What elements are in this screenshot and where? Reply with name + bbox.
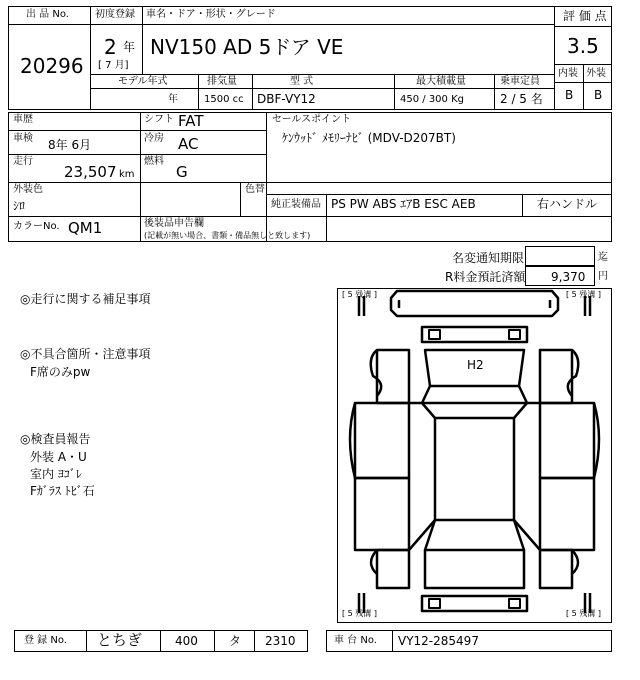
damage-mark: H2 (467, 358, 484, 372)
model-year-unit: 年 (168, 94, 178, 105)
defect-notes-label: ◎不具合箇所・注意事項 (20, 347, 151, 361)
divider (392, 630, 393, 652)
divider (140, 112, 141, 242)
equipment-value: PS PW ABS ｴｱB ESC AEB (331, 197, 476, 211)
history-label: 車歴 (13, 114, 33, 125)
score: 3.5 (567, 34, 599, 58)
reg-kana: タ (229, 634, 242, 648)
ext-color-label: 外装色 (13, 184, 43, 195)
ac-label: 冷房 (144, 133, 164, 144)
reg-class: 400 (175, 634, 198, 648)
recycle-label: R料金預託済額 (445, 270, 526, 284)
sales-point-value: ｹﾝｳｯﾄﾞ ﾒﾓﾘｰﾅﾋﾞ (MDV-D207BT) (282, 131, 456, 145)
divider (240, 182, 241, 216)
car-name-label: 車名・ドア・形状・グレード (146, 9, 276, 20)
drive-notes-label: ◎走行に関する補足事項 (20, 292, 151, 306)
divider (214, 630, 215, 652)
inspection-value: 8年 6月 (48, 138, 92, 152)
exterior-label: 外装 (586, 68, 606, 79)
score-label: 評 価 点 (563, 9, 607, 23)
reg-no-label: 登 録 No. (24, 635, 67, 646)
aftermarket-label: 後装品申告欄 (144, 218, 204, 229)
displacement: 1500 cc (204, 94, 244, 105)
capacity-label: 乗車定員 (500, 76, 540, 87)
divider (252, 74, 253, 110)
divider (554, 6, 555, 110)
equipment-label: 純正装備品 (271, 199, 321, 210)
ext-color-value: ｼﾛ (13, 199, 26, 213)
reg-month: [ 7 月] (98, 60, 129, 71)
divider (8, 154, 266, 155)
ac-value: AC (178, 135, 199, 153)
displacement-label: 排気量 (207, 76, 237, 87)
exterior-grade: B (594, 88, 603, 102)
color-change-label: 色替 (245, 184, 265, 195)
aftermarket-note: (記載が無い場合、書類・備品無しと致します) (144, 231, 311, 240)
capacity-value: 2 / 5 名 (500, 92, 543, 106)
interior-grade: B (565, 88, 574, 102)
divider (494, 74, 495, 110)
color-no-value: QM1 (68, 219, 103, 237)
divider (142, 6, 143, 74)
name-change-box (525, 246, 595, 266)
chassis-value: VY12-285497 (398, 634, 479, 648)
lot-no-label: 出 品 No. (26, 9, 69, 20)
divider (90, 74, 554, 75)
tire-depth-tl: [ 5 残溝 ] (342, 290, 377, 299)
interior-label: 内装 (558, 68, 578, 79)
defect-notes-value: F席のみpw (30, 365, 91, 379)
divider (554, 26, 612, 27)
car-name: NV150 AD 5ドア VE (150, 35, 344, 59)
divider (254, 630, 255, 652)
tire-depth-br: [ 5 残溝 ] (566, 609, 601, 618)
divider (160, 630, 161, 652)
divider (583, 64, 584, 110)
type-label: 型 式 (290, 76, 314, 87)
name-change-label: 名変通知期限 (452, 251, 525, 265)
shift-value: FAT (178, 112, 204, 130)
divider (326, 194, 327, 216)
reg-area: とちぎ (97, 631, 143, 649)
shift-label: シフト (144, 114, 174, 125)
mileage-value: 23,507 (64, 163, 117, 181)
divider (8, 216, 612, 217)
divider (394, 74, 395, 110)
fuel-value: G (176, 163, 188, 181)
lot-no: 20296 (20, 54, 84, 78)
chassis-label: 車 台 No. (334, 635, 377, 646)
inspector-line: 室内 ﾖｺﾞﾚ (30, 467, 82, 481)
divider (8, 24, 90, 25)
divider (90, 24, 554, 25)
divider (198, 74, 199, 110)
divider (86, 630, 87, 652)
divider (90, 88, 554, 89)
divider (266, 112, 267, 242)
color-no-label: カラーNo. (13, 221, 60, 232)
divider (8, 130, 266, 131)
reg-year-unit: 年 (123, 40, 136, 54)
divider (266, 194, 612, 195)
divider (522, 194, 523, 216)
inspector-line: 外装 A・U (30, 450, 87, 464)
reg-year: 2 (104, 35, 117, 59)
divider (90, 6, 91, 110)
divider (326, 216, 327, 242)
reg-number: 2310 (265, 634, 296, 648)
car-outline-diagram (337, 288, 612, 623)
mileage-label: 走行 (13, 156, 33, 167)
load-label: 最大積載量 (416, 76, 466, 87)
fuel-label: 燃料 (144, 156, 164, 167)
inspector-line: Fｶﾞﾗｽ ﾄﾋﾞ石 (30, 484, 95, 498)
sales-point-label: セールスポイント (272, 114, 352, 125)
load-value: 450 / 300 Kg (400, 94, 464, 105)
name-change-unit: 迄 (598, 252, 608, 263)
recycle-value: 9,370 (551, 270, 586, 284)
tire-depth-tr: [ 5 残溝 ] (566, 290, 601, 299)
model-year-label: モデル年式 (118, 76, 168, 87)
mileage-unit: km (119, 169, 135, 180)
recycle-unit: 円 (598, 271, 608, 282)
inspection-label: 車検 (13, 133, 33, 144)
handle-value: 右ハンドル (537, 197, 598, 211)
reg-label: 初度登録 (95, 9, 135, 20)
type-value: DBF-VY12 (257, 92, 316, 106)
divider (8, 182, 612, 183)
tire-depth-bl: [ 5 残溝 ] (342, 609, 377, 618)
inspector-label: ◎検査員報告 (20, 432, 91, 446)
divider (554, 82, 612, 83)
